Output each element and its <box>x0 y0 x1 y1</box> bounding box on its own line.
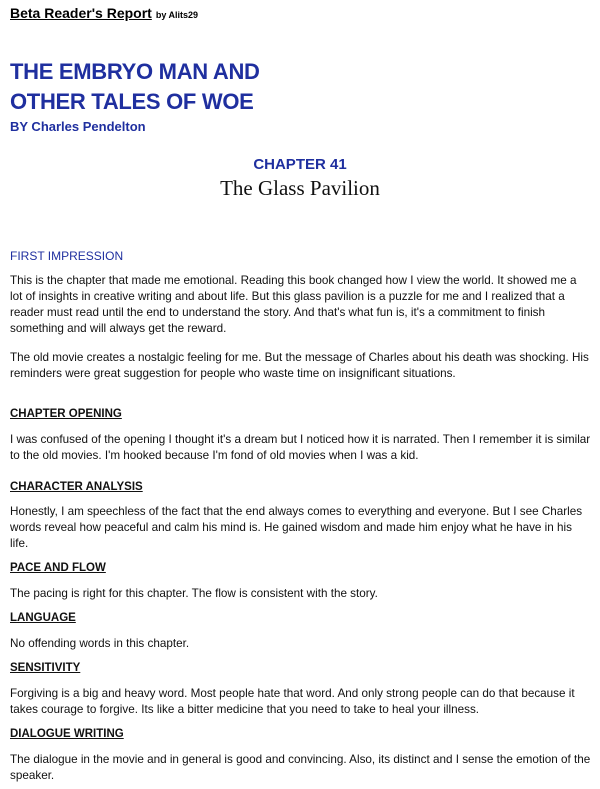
book-title-line-1: THE EMBRYO MAN AND <box>10 59 260 84</box>
language-paragraph: No offending words in this chapter. <box>10 637 190 650</box>
sensitivity-paragraph: Forgiving is a big and heavy word. Most people hate that word. And only strong people can do that because it takes courage to forgive. Its like a bitter medicine that you need to take to heal your illness. <box>10 687 575 716</box>
section-heading-first-impression: FIRST IMPRESSION <box>10 249 124 263</box>
report-author-credit: by Alits29 <box>155 10 199 20</box>
pace-and-flow-paragraph: The pacing is right for this chapter. The flow is consistent with the story. <box>10 587 378 600</box>
chapter-opening-paragraph: I was confused of the opening I thought it's a dream but I noticed how it is narrated. Then I remember it is similar to the old movies. I'm hooked because I'm fond of old movies when I was a kid. <box>10 433 591 462</box>
report-title: Beta Reader's Report <box>10 5 152 21</box>
book-title-line-2: OTHER TALES OF WOE <box>10 89 254 114</box>
first-impression-paragraph-2: The old movie creates a nostalgic feeling for me. But the message of Charles about his death was shocking. His reminders were great suggestion for people who waste time on insignificant situations. <box>10 351 589 380</box>
section-heading-sensitivity: SENSITIVITY <box>10 662 81 674</box>
report-header <box>10 5 198 23</box>
section-heading-character-analysis: CHARACTER ANALYSIS <box>10 481 143 493</box>
chapter-title: The Glass Pavilion <box>220 176 380 200</box>
book-author: BY Charles Pendelton <box>10 119 146 134</box>
section-heading-pace-and-flow: PACE AND FLOW <box>10 562 106 574</box>
first-impression-paragraph-1: This is the chapter that made me emotional. Reading this book changed how I view the world. It showed me a lot of insights in creative writing and about life. But this glass pavilion is a puzzle for me and I realized that a reader must read until the end to understand the story. And that's what fun is, it's a commitment to finish something and will always get the reward. <box>10 274 577 335</box>
section-heading-language: LANGUAGE <box>10 612 76 624</box>
chapter-number: CHAPTER 41 <box>253 156 347 173</box>
book-title <box>10 57 260 117</box>
dialogue-writing-paragraph: The dialogue in the movie and in general is good and convincing. Also, its distinct and I sense the emotion of the speaker. <box>10 753 591 782</box>
section-heading-dialogue-writing: DIALOGUE WRITING <box>10 728 124 740</box>
section-heading-chapter-opening: CHAPTER OPENING <box>10 408 122 420</box>
character-analysis-paragraph: Honestly, I am speechless of the fact that the end always comes to everything and everyone. But I see Charles words reveal how peaceful and calm his mind is. He gained wisdom and made him enjoy what he have in his life. <box>10 505 583 550</box>
